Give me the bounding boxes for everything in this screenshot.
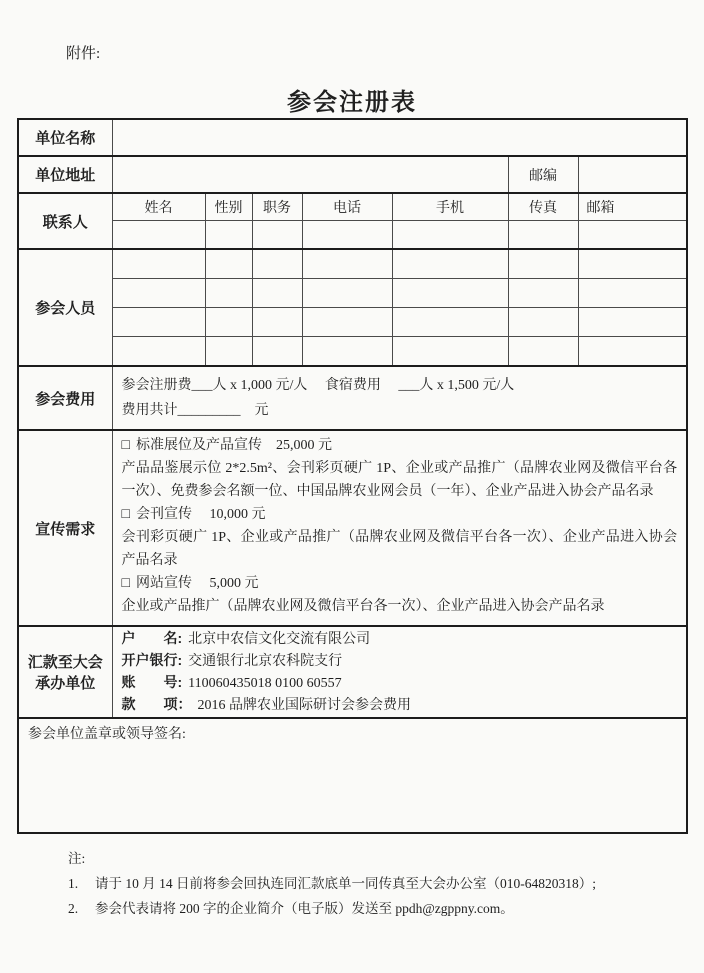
participant-field [508,337,578,367]
unit-address-label: 单位地址 [18,156,112,193]
promotion-label: 宣传需求 [18,430,112,626]
postal-code-field [578,156,687,193]
page-title: 参会注册表 [287,89,417,116]
participant-field [205,337,252,367]
remittance-label-line2: 承办单位 [35,675,96,692]
signature-label: 参会单位盖章或领导签名: [28,727,186,742]
participants-label: 参会人员 [18,249,112,366]
promotion-option-description: 产品品鉴展示位 2*2.5m²、会刊彩页硬广 1P、企业或产品推广（品牌农业网及微信平台各一次）、免费参会名额一位、中国品牌农业网会员（一年）、企业产品进入协会产品名录 [121,461,678,499]
participant-field [578,308,687,337]
participant-field [302,279,392,308]
notes-label: 注: [68,851,86,866]
participant-field [205,279,252,308]
fees-content [112,366,687,430]
note-text: 参会代表请将 200 字的企业简介（电子版）发送至 ppdh@zgppny.com。 [95,901,514,916]
participant-field [302,249,392,279]
promotion-row [18,430,687,626]
participant-field [508,279,578,308]
participant-field [578,279,687,308]
participant-field [205,308,252,337]
bank-label: 开户银行: [121,652,183,668]
participant-field [392,337,508,367]
contact-field [392,221,508,250]
unit-name-row [18,119,687,156]
promotion-option-description: 企业或产品推广（品牌农业网及微信平台各一次）、企业产品进入协会产品名录 [121,599,605,614]
contact-label: 联系人 [18,193,112,249]
fees-label: 参会费用 [18,366,112,430]
promotion-option-title [122,503,678,526]
notes-section [68,846,648,921]
contact-field [205,221,252,250]
participant-field [578,249,687,279]
promotion-option-label: 网站宣传 5,000 元 [135,576,259,591]
note-number: 2. [68,901,79,916]
unit-name-field [112,119,687,156]
fees-line-1: 参会注册费___人 x 1,000 元/人 食宿费用 ___人 x 1,500 元/人 [121,378,515,393]
promotion-option-title [122,572,678,595]
note-item [68,896,648,921]
column-header-phone: 电话 [302,193,392,221]
note-item [68,871,648,896]
payment-item-line [122,694,678,716]
attachment-label: 附件: [66,46,101,62]
remittance-label-line1: 汇款至大会 [27,654,103,671]
payment-item-value: 2016 品牌农业国际研讨会参会费用 [197,698,411,713]
participant-field [112,308,205,337]
registration-table [17,118,688,834]
promotion-option-label: 会刊宣传 10,000 元 [135,507,266,522]
contact-field [578,221,687,250]
unit-address-row [18,156,687,193]
unit-name-label: 单位名称 [18,119,112,156]
participant-row [18,308,687,337]
bank-line [122,650,678,672]
column-header-position: 职务 [252,193,302,221]
account-number-line [122,672,678,694]
participant-field [578,337,687,367]
contact-field [252,221,302,250]
participant-field [508,308,578,337]
account-name-value: 北京中农信文化交流有限公司 [188,632,371,647]
signature-cell [18,718,687,833]
account-number-value: 110060435018 0100 60557 [188,676,342,691]
participant-field [112,279,205,308]
participant-field [252,279,302,308]
remittance-row [18,626,687,718]
contact-field [112,221,205,250]
participant-field [508,249,578,279]
participant-field [112,249,205,279]
fees-line-2: 费用共计_________ 元 [121,403,269,418]
remittance-content [112,626,687,718]
participant-row [18,337,687,367]
contact-data-row [18,221,687,250]
promotion-option-title [122,434,678,457]
checkbox-icon: □ [121,438,130,453]
participant-field [392,308,508,337]
column-header-mobile: 手机 [392,193,508,221]
participant-field [252,249,302,279]
note-number: 1. [68,876,79,891]
participant-row [18,249,687,279]
participant-field [112,337,205,367]
checkbox-icon: □ [121,576,130,591]
column-header-fax: 传真 [508,193,578,221]
remittance-label [18,626,112,718]
participant-field [205,249,252,279]
promotion-option-label: 标准展位及产品宣传 25,000 元 [135,438,332,453]
participant-field [302,337,392,367]
contact-header-row [18,193,687,221]
bank-value: 交通银行北京农科院支行 [188,654,343,669]
note-text: 请于 10 月 14 日前将参会回执连同汇款底单一同传真至大会办公室（010-64820318）; [95,876,596,891]
payment-item-label: 款 项： [121,696,192,712]
signature-row [18,718,687,833]
account-name-label: 户 名: [121,630,183,646]
participant-field [392,249,508,279]
promotion-option-description: 会刊彩页硬广 1P、企业或产品推广（品牌农业网及微信平台各一次）、企业产品进入协会产品名录 [121,530,678,568]
account-name-line [122,628,678,650]
contact-field [302,221,392,250]
column-header-gender: 性别 [205,193,252,221]
participant-field [252,337,302,367]
participant-row [18,279,687,308]
column-header-name: 姓名 [112,193,205,221]
participant-field [392,279,508,308]
account-number-label: 账 号: [121,674,183,690]
column-header-email: 邮箱 [578,193,687,221]
postal-code-label: 邮编 [508,156,578,193]
checkbox-icon: □ [121,507,130,522]
fees-row [18,366,687,430]
unit-address-field [112,156,508,193]
participant-field [302,308,392,337]
promotion-content [112,430,687,626]
participant-field [252,308,302,337]
contact-field [508,221,578,250]
